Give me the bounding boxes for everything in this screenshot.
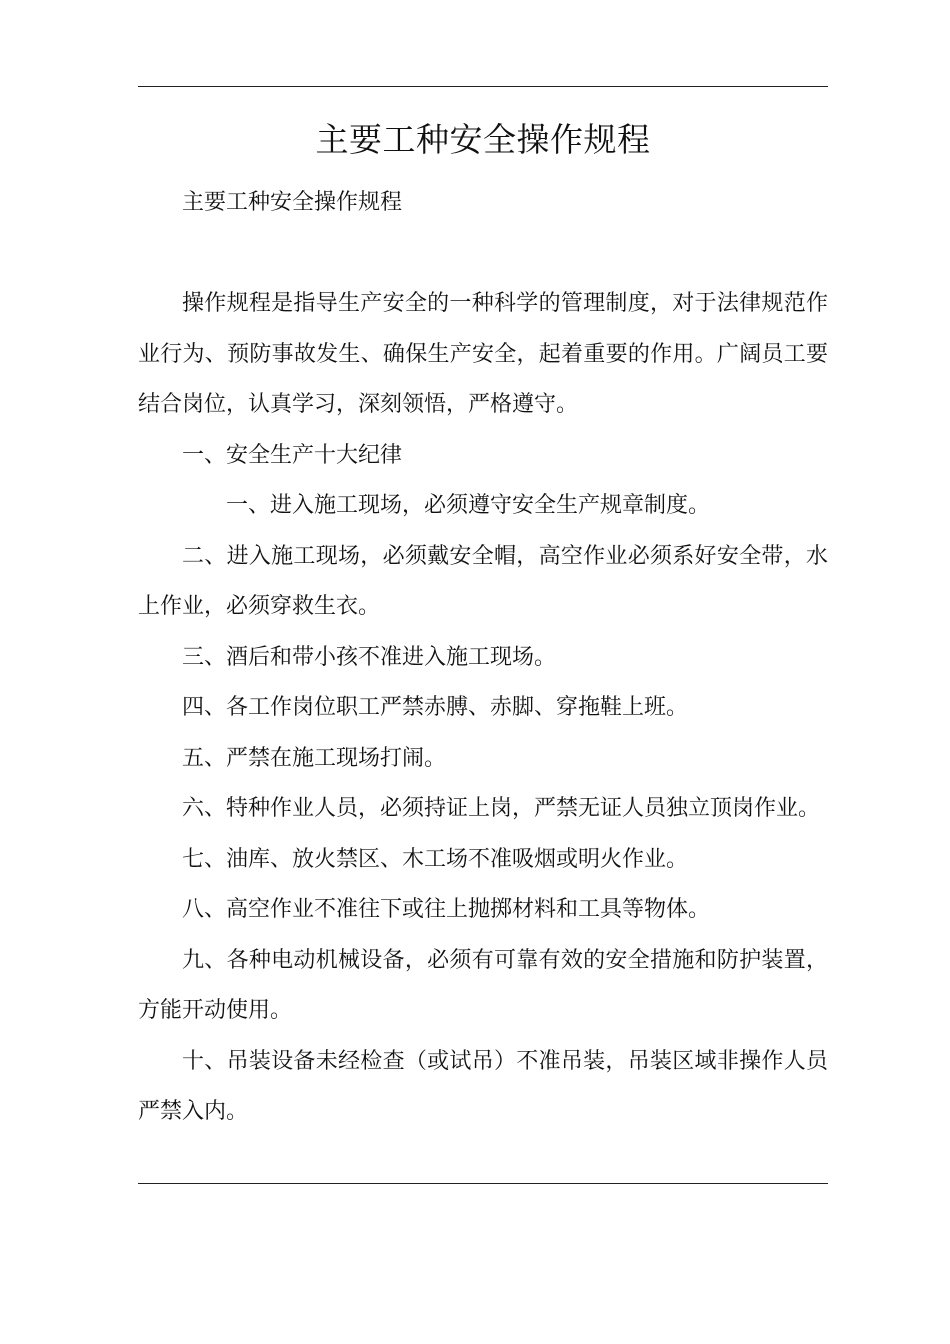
document-subtitle: 主要工种安全操作规程 [182, 190, 403, 215]
rule-item-10: 十、吊装设备未经检查（或试吊）不准吊装，吊装区域非操作人员严禁入内。 [138, 1048, 828, 1124]
rule-item-4: 四、各工作岗位职工严禁赤膊、赤脚、穿拖鞋上班。 [182, 695, 689, 720]
rule-item-3: 三、酒后和带小孩不准进入施工现场。 [182, 644, 557, 670]
rule-item-1: 一、进入施工现场，必须遵守安全生产规章制度。 [226, 493, 711, 518]
rule-item-5: 五、严禁在施工现场打闹。 [182, 745, 447, 771]
header-rule [138, 86, 828, 87]
subtitle-block [138, 178, 828, 229]
footer-rule [138, 1183, 828, 1184]
rule-item-7: 七、油库、放火禁区、木工场不准吸烟或明火作业。 [182, 846, 689, 872]
rule-item-2: 二、进入施工现场，必须戴安全帽，高空作业必须系好安全带，水上作业，必须穿救生衣。 [138, 543, 828, 619]
document-body [138, 279, 828, 1138]
document-title: 主要工种安全操作规程 [315, 120, 651, 159]
section-heading: 一、安全生产十大纪律 [182, 442, 403, 468]
rule-item-8: 八、高空作业不准往下或往上抛掷材料和工具等物体。 [182, 897, 711, 922]
intro-paragraph: 操作规程是指导生产安全的一种科学的管理制度，对于法律规范作业行为、预防事故发生、确保生产安全，起着重要的作用。广阔员工要结合岗位，认真学习，深刻领悟，严格遵守。 [138, 291, 828, 417]
rule-item-9: 九、各种电动机械设备，必须有可靠有效的安全措施和防护装置，方能开动使用。 [138, 947, 828, 1023]
rule-item-6: 六、特种作业人员，必须持证上岗，严禁无证人员独立顶岗作业。 [182, 796, 821, 821]
